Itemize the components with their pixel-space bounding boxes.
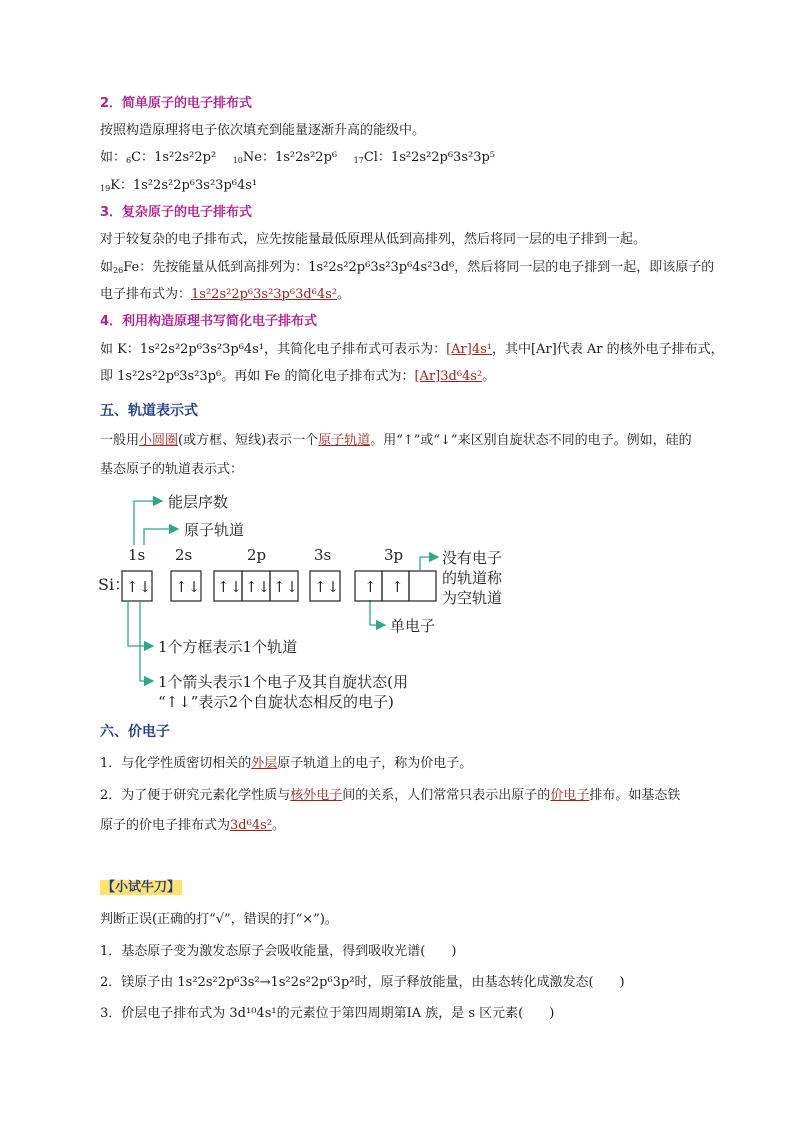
p1-underline-2: 原子轨道	[318, 433, 371, 448]
example-3-element: Cl：	[363, 150, 391, 165]
box-3p-3	[409, 571, 436, 601]
example-4-z: 19	[100, 184, 111, 193]
orbital-label-2s: 2s	[175, 546, 193, 564]
section-2-title: 2．简单原子的电子排布式	[100, 96, 253, 111]
section-5-para-2: 基态原子的轨道表示式：	[100, 462, 244, 477]
orbital-label-3s: 3s	[314, 546, 332, 564]
section-3-title: 3．复杂原子的电子排布式	[100, 205, 253, 220]
element-label: Si：	[98, 575, 131, 594]
fe-prefix: 如	[100, 260, 114, 275]
connector-empty	[420, 557, 438, 570]
orbital-label-1s: 1s	[128, 546, 146, 564]
fe-simple-text: 即 1s²2s²2p⁶3s²3p⁶。再如 Fe 的简化电子排布式为：	[100, 369, 415, 384]
example-prefix: 如：	[100, 150, 127, 165]
quiz-intro: 判断正误(正确的打“√”，错误的打“×”)。	[100, 912, 338, 927]
fe-simple-answer: [Ar]3d⁶4s²	[414, 369, 483, 384]
section-6-item-1	[100, 754, 472, 774]
fe-simple-end: 。	[482, 369, 496, 384]
electrons-2p-3: ↑↓	[273, 578, 299, 596]
p1-underline-1: 小圆圈	[139, 433, 179, 448]
electron-3p-1: ↑	[364, 578, 377, 596]
item1-post: 原子轨道上的电子，称为价电子。	[277, 756, 473, 771]
label-empty-2: 的轨道称	[442, 569, 503, 587]
fe-z: 26	[113, 266, 124, 275]
p1-c: 。用“↑”或“↓”来区别自旋状态不同的电子。例如，硅的	[370, 433, 692, 448]
electrons-2s: ↑↓	[175, 578, 201, 596]
item2-mid: 间的关系，人们常常只表示出原子的	[342, 788, 551, 803]
example-4-element: K：	[110, 178, 133, 193]
item2-l2-end: 。	[271, 818, 285, 833]
k-text-post: ，其中[Ar]代表 Ar 的核外电子排布式，	[491, 342, 724, 357]
quiz-question-2: 2．镁原子由 1s²2s²2p⁶3s²→1s²2s²2p⁶3p²时，原子释放能量，由基态转化成激发态( )	[100, 975, 625, 990]
item2-l2-answer: 3d⁶4s²	[230, 818, 272, 833]
fe-end: 。	[337, 287, 351, 302]
quiz-tag: 【小试牛刀】	[102, 880, 181, 895]
orbital-label-2p: 2p	[247, 546, 267, 564]
quiz-tag-line	[100, 878, 182, 898]
item1-pre: 1．与化学性质密切相关的	[100, 756, 252, 771]
fe-answer: 1s²2s²2p⁶3s²3p⁶3d⁶4s²	[191, 287, 338, 302]
example-1-z: 6	[126, 156, 132, 165]
section-6-item-2-line-2	[100, 816, 285, 836]
label-box: 1个方框表示1个轨道	[158, 638, 298, 656]
label-arrow-2: “↑↓”表示2个自旋状态相反的电子)	[158, 693, 394, 711]
section-5-title: 五、轨道表示式	[100, 403, 198, 419]
label-empty-3: 为空轨道	[442, 589, 503, 607]
p1-b: (或方框、短线)表示一个	[178, 433, 319, 448]
electrons-2p-1: ↑↓	[217, 578, 243, 596]
section-6-title: 六、价电子	[100, 724, 170, 740]
example-2-config: 1s²2s²2p⁶	[274, 150, 338, 165]
item2-pre: 2．为了便于研究元素化学性质与	[100, 788, 291, 803]
example-4-config: 1s²2s²2p⁶3s²3p⁶4s¹	[132, 178, 258, 193]
label-arrow-1: 1个箭头表示1个电子及其自旋状态(用	[158, 673, 408, 691]
electrons-3s: ↑↓	[314, 578, 340, 596]
item2-l2-pre: 原子的价电子排布式为	[100, 818, 231, 833]
section-6-item-2	[100, 786, 680, 806]
example-1-element: C：	[131, 150, 155, 165]
example-3-config: 1s²2s²2p⁶3s²3p⁵	[390, 150, 496, 165]
p1-a: 一般用	[100, 433, 140, 448]
electrons-1s: ↑↓	[126, 578, 152, 596]
example-2-z: 10	[232, 156, 243, 165]
electrons-2p-2: ↑↓	[245, 578, 271, 596]
quiz-question-1: 1．基态原子变为激发态原子会吸收能量，得到吸收光谱( )	[100, 944, 457, 959]
label-layer: 能层序数	[168, 493, 229, 511]
section-2-desc: 按照构造原理将电子依次填充到能量逐渐升高的能级中。	[100, 123, 426, 138]
connector-arrow	[140, 602, 153, 681]
example-1-config: 1s²2s²2p²	[154, 150, 217, 165]
k-text: 如 K：1s²2s²2p⁶3s²3p⁶4s¹，其简化电子排布式可表示为：	[100, 342, 447, 357]
k-answer: [Ar]4s¹	[446, 342, 492, 357]
fe-text-2: 电子排布式为：	[100, 287, 192, 302]
label-single: 单电子	[390, 617, 436, 635]
connector-orbital	[144, 529, 178, 545]
example-2-element: Ne：	[242, 150, 275, 165]
fe-text: Fe：先按能量从低到高排列为：1s²2s²2p⁶3s²3p⁶4s²3d⁶，然后将同一层的电子排到一起，即该原子的	[123, 260, 715, 275]
item2-post: 排布。如基态铁	[589, 788, 681, 803]
section-4-title: 4．利用构造原理书写简化电子排布式	[100, 314, 318, 329]
label-orbital: 原子轨道	[184, 521, 245, 539]
item2-underline-2: 价电子	[550, 788, 590, 803]
electron-3p-2: ↑	[391, 578, 404, 596]
label-empty-1: 没有电子	[442, 549, 503, 567]
connector-single	[370, 600, 385, 625]
quiz-question-3: 3．价层电子排布式为 3d¹⁰4s¹的元素位于第四周期第ⅠA 族，是 s 区元素( )	[100, 1006, 555, 1021]
example-3-z: 17	[353, 156, 364, 165]
orbital-label-3p: 3p	[384, 546, 404, 564]
item2-underline-1: 核外电子	[290, 788, 343, 803]
item1-underline: 外层	[251, 756, 278, 771]
section-3-desc: 对于较复杂的电子排布式，应先按能量最低原理从低到高排列，然后将同一层的电子排到一起。	[100, 232, 647, 247]
connector-layer	[134, 501, 162, 545]
